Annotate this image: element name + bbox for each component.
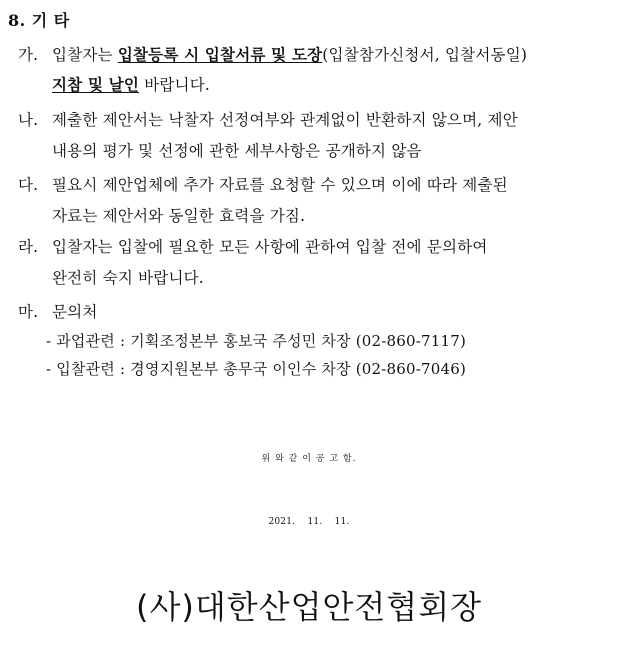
item-marker-ma: 마. [18, 303, 39, 321]
item-na-line-2: 내용의 평가 및 선정에 관한 세부사항은 공개하지 않음 [52, 142, 422, 160]
item-da-line-1: 필요시 제안업체에 추가 자료를 요청할 수 있으며 이에 따라 제출된 [52, 176, 508, 194]
item-ga-text-pre: 입찰자는 [52, 46, 118, 64]
item-ga-text-post-2: 바랍니다. [139, 76, 211, 94]
item-ga-emphasis-2: 지참 및 날인 [52, 75, 140, 94]
item-da-line-2: 자료는 제안서와 동일한 효력을 가짐. [52, 207, 306, 225]
item-marker-na: 나. [18, 111, 39, 129]
issuer-signature: (사)대한산업안전협회장 [135, 588, 483, 626]
item-marker-ra: 라. [18, 238, 39, 256]
section-heading: 8. 기 타 [8, 11, 70, 30]
item-ga-text-post: (입찰참가신청서, 입찰서동일) [322, 46, 528, 64]
item-marker-ga: 가. [18, 46, 39, 64]
announcement-date: 2021. 11. 11. [268, 517, 350, 527]
closing-statement: 위 와 같 이 공 고 함. [261, 454, 357, 464]
item-ga-line-2 [52, 75, 210, 95]
item-na-line-1: 제출한 제안서는 낙찰자 선정여부와 관계없이 반환하지 않으며, 제안 [52, 111, 518, 129]
contact-line-project: - 과업관련 : 기획조정본부 홍보국 주성민 차장 (02-860-7117) [46, 332, 467, 350]
item-ga-emphasis: 입찰등록 시 입찰서류 및 도장 [117, 45, 323, 64]
item-ga-line-1 [52, 45, 527, 65]
contact-line-bidding: - 입찰관련 : 경영지원본부 총무국 이인수 차장 (02-860-7046) [46, 360, 467, 378]
contact-heading: 문의처 [52, 303, 98, 321]
item-marker-da: 다. [18, 176, 39, 194]
item-ra-line-1: 입찰자는 입찰에 필요한 모든 사항에 관하여 입찰 전에 문의하여 [52, 238, 488, 256]
item-ra-line-2: 완전히 숙지 바랍니다. [52, 269, 204, 287]
